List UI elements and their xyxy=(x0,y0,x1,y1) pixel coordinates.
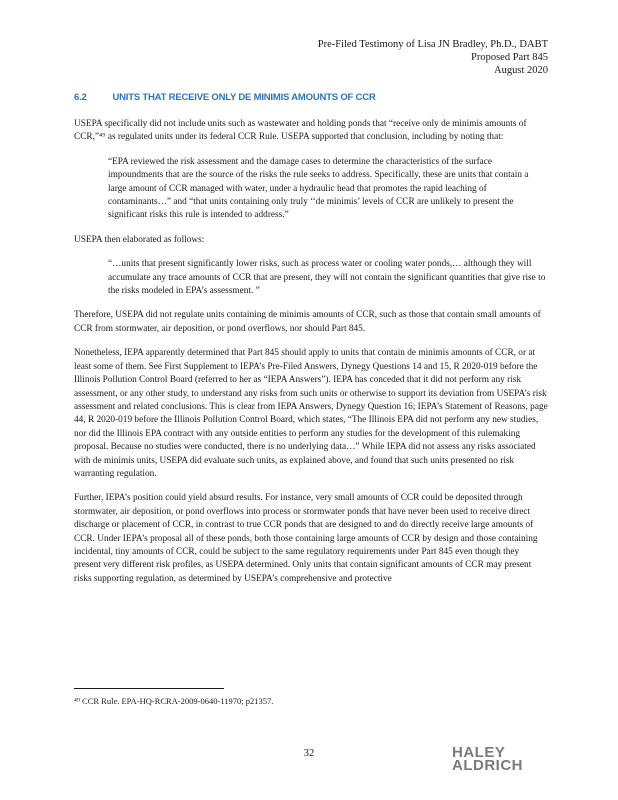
running-header xyxy=(318,38,548,77)
paragraph: USEPA then elaborated as follows: xyxy=(74,234,205,245)
paragraph: USEPA specifically did not include units such as wastewater and holding ponds that “receive only de minimis amounts of CCR,”⁴⁹ as regulated units under its federal CCR Rule. USEPA supported that conclusion, including by noting that: xyxy=(74,119,527,143)
body-text xyxy=(74,118,548,597)
section-number: 6.2 xyxy=(74,92,87,103)
footnote-divider xyxy=(74,688,224,689)
paragraph: Nonetheless, IEPA apparently determined that Part 845 should apply to units that contain de minimis amounts of CCR, or at least some of them. See First Supplement to IEPA’s Pre-Filed Answers, Dynegy Questions 14 and 15, R 2020-019 before the Illinois Pollution Control Board (referred to her as “IEPA Answers”). IEPA has conceded that it did not perform any risk assessment, or any other study, to understand any risks from such units or otherwise to support its deviation from USEPA’s risk assessment and related conclusions. This is clear from IEPA Answers, Dynegy Question 16; IEPA’s Statement of Reasons, page 44, R 2020-019 before the Illinois Pollution Control Board, which states, “The Illinois EPA did not perform any new studies, nor did the Illinois EPA contract with any outside entities to perform any studies for the development of this rulemaking proposal. Because no studies were conducted, there is no underlying data…” While IEPA did not assess any risks associated with de minimis units, USEPA did evaluate such units, as explained above, and found that such units presented no risk warranting regulation. xyxy=(74,348,548,479)
company-logo xyxy=(452,746,523,772)
paragraph: Further, IEPA’s position could yield absurd results. For instance, very small amounts of CCR could be deposited through stormwater, air deposition, or pond overflows into process or stormwater ponds that have never been used to receive direct discharge or placement of CCR, in contrast to true CCR ponds that are designed to and do directly receive large amounts of CCR. Under IEPA’s proposal all of these ponds, both those containing large amounts of CCR by design and those containing incidental, tiny amounts of CCR, could be subject to the same regulatory requirements under Part 845 even though they present very different risk profiles, as USEPA determined. Only units that contain significant amounts of CCR may present risks supporting regulation, as determined by USEPA’s comprehensive and protective xyxy=(74,493,538,584)
section-title: UNITS THAT RECEIVE ONLY DE MINIMIS AMOUNTS OF CCR xyxy=(112,92,376,103)
footnote: ⁴⁹ CCR Rule. EPA-HQ-RCRA-2009-0640-11970; p21357. xyxy=(74,696,274,706)
header-date: August 2020 xyxy=(494,65,548,76)
page-number: 32 xyxy=(303,748,315,759)
logo-line-2: ALDRICH xyxy=(452,757,523,774)
section-heading xyxy=(74,92,554,103)
header-title: Pre-Filed Testimony of Lisa JN Bradley, Ph.D., DABT xyxy=(317,39,548,50)
block-quote: “…units that present significantly lower risks, such as process water or cooling water ponds,… although they will accumulate any trace amounts of CCR that are present, they will not contain the significant quantities that give rise to the risks modeled in EPA’s assessment. ” xyxy=(108,259,546,297)
block-quote: “EPA reviewed the risk assessment and the damage cases to determine the characteristics of the surface impoundments that are the source of the risks the rule seeks to address. Specifically, these are units that contain a large amount of CCR managed with water, under a hydraulic head that promotes the rapid leaching of contaminants…” and “that units containing only truly ‘‘de minimis’ levels of CCR are unlikely to present the significant risks this rule is intended to address.” xyxy=(108,156,529,221)
logo-line-1: HALEY xyxy=(452,744,506,761)
header-subtitle: Proposed Part 845 xyxy=(471,52,548,63)
paragraph: Therefore, USEPA did not regulate units containing de minimis amounts of CCR, such as those that contain small amounts of CCR from stormwater, air deposition, or pond overflows, nor should Part 845. xyxy=(74,310,541,334)
